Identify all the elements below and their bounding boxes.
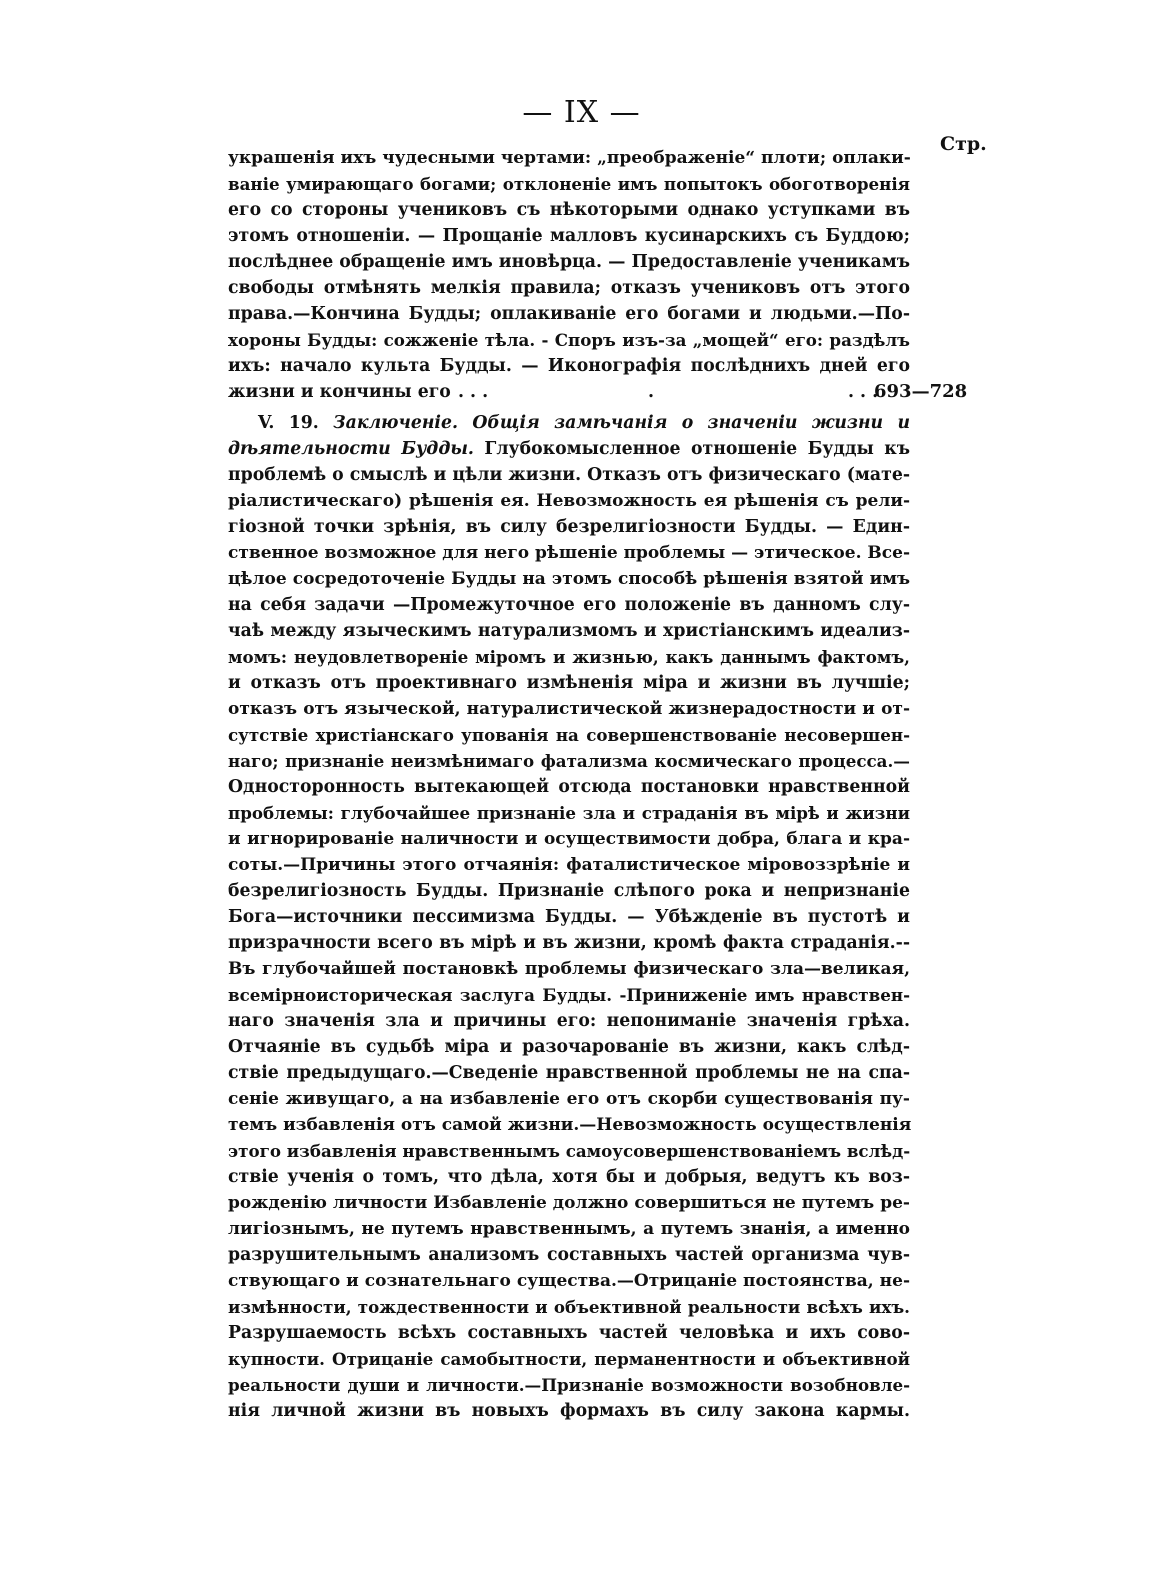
text-line: безрелигіозность Будды. Признаніе слѣпого рока и непризнаніе <box>228 881 910 901</box>
toc-leader-line <box>228 379 968 405</box>
text-line: сеніе живущаго, а на избавленіе его отъ скорби существованія пу- <box>228 1089 910 1109</box>
text-line: ріалистическаго) рѣшенія ея. Невозможность ея рѣшенія съ рели- <box>228 491 910 511</box>
text-line: хороны Будды: сожженіе тѣла. - Споръ изъ-за „мощей“ его: раздѣлъ <box>228 330 910 350</box>
text-line: и отказъ отъ проективнаго измѣненія міра и жизни въ лучшіе; <box>228 673 910 693</box>
text-line: темъ избавленія отъ самой жизни.—Невозможность осуществленія <box>228 1115 912 1135</box>
leader-dots: . . . <box>458 382 489 402</box>
text-fragment: Глубокомысленное отношеніе Будды къ <box>484 439 910 459</box>
text-line: этомъ отношеніи. — Прощаніе малловъ кусинарскихъ съ Буддою; <box>228 226 910 246</box>
page-range: 693—728 <box>874 381 968 402</box>
entry-heading-line <box>228 410 910 436</box>
entry-title-continued: дѣятельности Будды. <box>228 439 474 459</box>
page-number: — IX — <box>522 95 641 130</box>
leader-dots: . . . <box>848 382 879 402</box>
text-line: купности. Отрицаніе самобытности, перманентности и объективной <box>228 1349 910 1369</box>
text-line: его со стороны учениковъ съ нѣкоторыми однако уступками въ <box>228 200 910 220</box>
toc-entry-continuation <box>228 145 968 405</box>
text-line: ваніе умирающаго богами; отклоненіе имъ попытокъ обоготворенія <box>228 174 910 194</box>
text-line: ствующаго и сознательнаго существа.—Отрицаніе постоянства, не- <box>228 1271 910 1291</box>
text-line: нія личной жизни въ новыхъ формахъ въ силу закона кармы. <box>228 1401 910 1421</box>
text-line: этого избавленія нравственнымъ самоусовершенствованіемъ вслѣд- <box>228 1141 911 1161</box>
text-line: сутствіе христіанскаго упованія на совершенствованіе несовершен- <box>228 725 910 745</box>
text-line: Въ глубочайшей постановкѣ проблемы физическаго зла—великая, <box>228 959 910 979</box>
text-line: украшенія ихъ чудесными чертами: „преображеніе“ плоти; оплаки- <box>228 148 911 168</box>
text-line: ихъ: начало культа Будды. — Иконографія послѣднихъ дней его <box>228 356 910 376</box>
text-line: гіозной точки зрѣнія, въ силу безрелигіозности Будды. — Един- <box>228 517 910 537</box>
toc-entry-v19 <box>228 410 910 1424</box>
page-column-label: Стр. <box>940 133 987 155</box>
text-line: цѣлое сосредоточеніе Будды на этомъ способѣ рѣшенія взятой имъ <box>228 569 910 589</box>
text-line: ствіе предыдущаго.—Сведеніе нравственной проблемы не на спа- <box>228 1063 910 1083</box>
text-line: на себя задачи —Промежуточное его положеніе въ данномъ слу- <box>228 595 910 615</box>
text-line: измѣнности, тождественности и объективной реальности всѣхъ ихъ. <box>228 1297 910 1317</box>
leader-dots: . <box>648 382 655 402</box>
text-line: чаѣ между языческимъ натурализмомъ и христіанскимъ идеализ- <box>228 621 910 641</box>
text-line: наго; признаніе неизмѣнимаго фатализма космическаго процесса.— <box>228 751 910 771</box>
text-line: разрушительнымъ анализомъ составныхъ частей организма чув- <box>228 1245 910 1265</box>
text-line: Отчаяніе въ судьбѣ міра и разочарованіе въ жизни, какъ слѣд- <box>228 1037 910 1057</box>
text-line: права.—Кончина Будды; оплакиваніе его богами и людьми.—По- <box>228 304 910 324</box>
text-line: Разрушаемость всѣхъ составныхъ частей человѣка и ихъ сово- <box>228 1323 910 1343</box>
text-line: проблемы: глубочайшее признаніе зла и страданія въ мірѣ и жизни <box>228 803 910 823</box>
text-line: отказъ отъ языческой, натуралистической жизнерадостности и от- <box>228 699 910 719</box>
text-line: наго значенія зла и причины его: непониманіе значенія грѣха. <box>228 1011 910 1031</box>
text-line: ствіе ученія о томъ, что дѣла, хотя бы и добрыя, ведутъ къ воз- <box>228 1167 910 1187</box>
text-line: лигіознымъ, не путемъ нравственнымъ, а путемъ знанія, а именно <box>228 1219 910 1239</box>
entry-number: V. 19. <box>258 413 319 433</box>
text-line: Бога—источники пессимизма Будды. — Убѣжденіе въ пустотѣ и <box>228 907 910 927</box>
text-line: призрачности всего въ мірѣ и въ жизни, кромѣ факта страданія.-- <box>228 933 910 953</box>
text-line: послѣднее обращеніе имъ иновѣрца. — Предоставленіе ученикамъ <box>228 252 910 272</box>
text-line: соты.—Причины этого отчаянія: фаталистическое міровоззрѣніе и <box>228 855 910 875</box>
text-line: и игнорированіе наличности и осуществимости добра, блага и кра- <box>228 829 910 849</box>
text-line: свободы отмѣнять мелкія правила; отказъ учениковъ отъ этого <box>228 278 910 298</box>
entry-title: Заключеніе. Общія замѣчанія о значеніи жизни и <box>333 413 911 433</box>
entry-heading-line-2 <box>228 436 910 462</box>
text-line: проблемѣ о смыслѣ и цѣли жизни. Отказъ отъ физическаго (мате- <box>228 465 910 485</box>
text-line: реальности души и личности.—Признаніе возможности возобновле- <box>228 1375 910 1395</box>
text-line: всемірноисторическая заслуга Будды. -Приниженіе имъ нравствен- <box>228 985 910 1005</box>
text-line: Односторонность вытекающей отсюда постановки нравственной <box>228 777 910 797</box>
toc-last-line: жизни и кончины его <box>228 382 451 402</box>
text-line: рожденію личности Избавленіе должно совершиться не путемъ ре- <box>228 1193 910 1213</box>
text-line: ственное возможное для него рѣшеніе проблемы — этическое. Все- <box>228 543 910 563</box>
text-line: момъ: неудовлетвореніе міромъ и жизнью, какъ даннымъ фактомъ, <box>228 647 910 667</box>
